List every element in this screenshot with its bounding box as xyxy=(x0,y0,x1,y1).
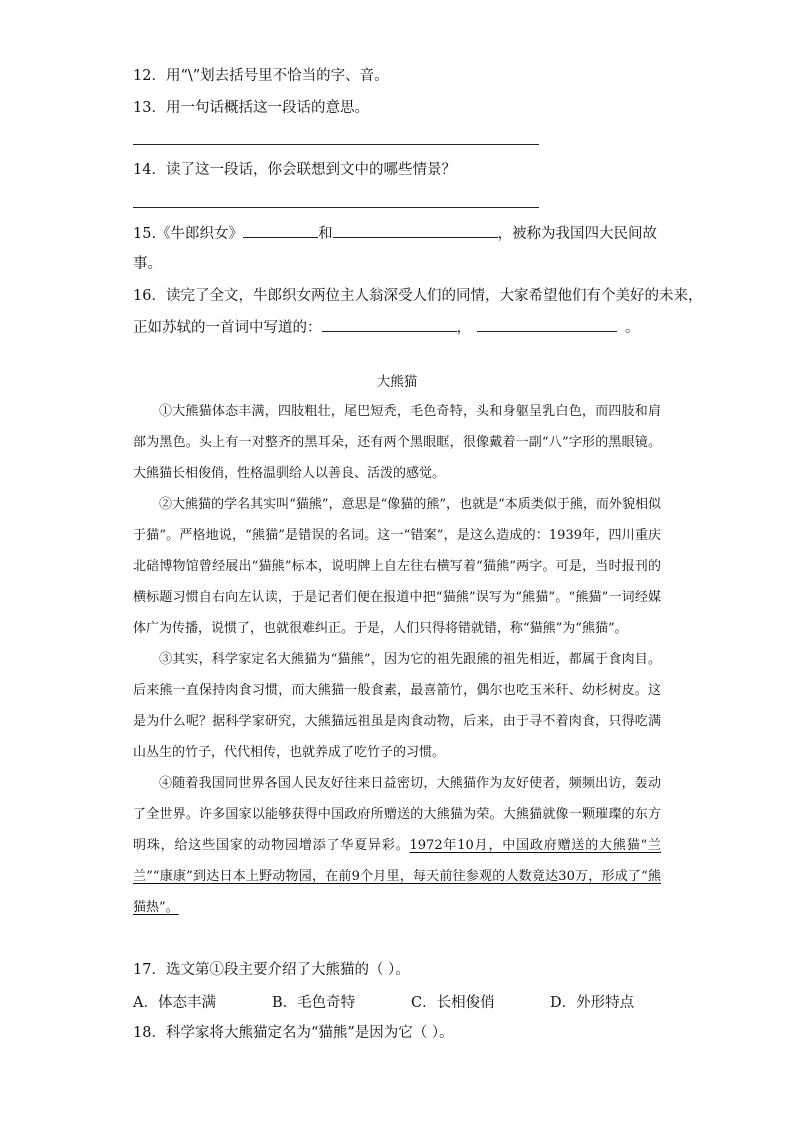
question-16-comma: ， xyxy=(456,320,471,336)
answer-blank-16b[interactable] xyxy=(477,317,617,332)
paragraph-1: ①大熊猫体态丰满，四肢粗壮，尾巴短秃，毛色奇特，头和身躯呈乳白色，而四肢和肩部为黑色。头上有一对整齐的黑耳朵，还有两个黑眼眶，很像戴着一副“八”字形的黑眼镜。大熊猫长相俊俏，性格温驯给人以善良、活泼的感觉。 xyxy=(133,404,661,481)
question-12: 12．用“\”划去括号里不恰当的字、音。 xyxy=(133,68,389,84)
question-15-and: 和 xyxy=(318,226,333,242)
article-body xyxy=(133,396,661,923)
article-title: 大熊猫 xyxy=(376,374,418,390)
question-13: 13．用一句话概括这一段话的意思。 xyxy=(133,100,369,116)
option-d[interactable]: D．外形特点 xyxy=(550,995,635,1011)
answer-blank-15a[interactable] xyxy=(243,223,318,238)
paragraph-4 xyxy=(133,768,661,923)
question-17: 17．选文第①段主要介绍了大熊猫的（ ）。 xyxy=(133,962,410,978)
question-17-options xyxy=(133,991,634,1012)
answer-blank-16a[interactable] xyxy=(322,317,457,332)
answer-blank-15b[interactable] xyxy=(333,223,498,238)
paragraph-2: ②大熊猫的学名其实叫“猫熊”，意思是“像猫的熊”，也就是“本质类似于熊，而外貌相似于猫”。严格地说，“熊猫”是错误的名词。这一“错案”，是这么造成的：1939年，四川重庆北碚博物馆曾经展出“猫熊”标本，说明牌上自左往右横写着“猫熊”两字。可是，当时报刊的横标题习惯自右向左认读，于是记者们便在报道中把“猫熊”误写为“熊猫”。“熊猫”一词经媒体广为传播，说惯了，也就很难纠正。于是，人们只得将错就错，称“猫熊”为“熊猫”。 xyxy=(133,497,661,636)
question-15 xyxy=(133,223,657,244)
question-16-cont xyxy=(133,317,640,338)
question-16-period: 。 xyxy=(625,320,640,336)
option-b[interactable]: B．毛色奇特 xyxy=(272,995,356,1011)
question-16: 16．读完了全文，牛郎织女两位主人翁深受人们的同情，大家希望他们有个美好的未来， xyxy=(133,288,703,304)
answer-line-14[interactable] xyxy=(133,207,539,208)
question-16-lead: 正如苏轼的一首词中写道的： xyxy=(133,320,322,336)
answer-line-13[interactable] xyxy=(133,144,539,145)
question-15-title: 15.《牛郎织女》 xyxy=(133,226,244,242)
question-15-tail: ，被称为我国四大民间故 xyxy=(497,226,658,242)
option-a[interactable]: A．体态丰满 xyxy=(133,995,216,1011)
question-14: 14．读了这一段话，你会联想到文中的哪些情景？ xyxy=(133,162,456,178)
question-15-end: 事。 xyxy=(133,256,162,272)
question-18: 18．科学家将大熊猫定名为“猫熊”是因为它（ ）。 xyxy=(133,1025,454,1041)
paragraph-4-text: ④随着我国同世界各国人民友好往来日益密切，大熊猫作为友好使者，频频出访，轰动了全世界。许多国家以能够获得中国政府所赠送的大熊猫为荣。大熊猫就像一颗璀璨的东方明珠，给这些国家的动物园增添了华夏异彩。 xyxy=(133,776,661,853)
paragraph-3: ③其实，科学家定名大熊猫为“猫熊”，因为它的祖先跟熊的祖先相近，都属于食肉目。后来熊一直保持肉食习惯，而大熊猫一般食素，最喜箭竹，偶尔也吃玉米秆、幼杉树皮。这是为什么呢？据科学家研究，大熊猫远祖虽是肉食动物，后来，由于寻不着肉食，只得吃满山丛生的竹子，代代相传，也就养成了吃竹子的习惯。 xyxy=(133,652,661,760)
paragraph-4-underlined: 1972年10月，中国政府赠送的大熊猫“兰兰”“康康”到达日本上野动物园，在前9个月里，每天前往参观的人数竟达30万，形成了“熊猫热”。 xyxy=(133,838,661,915)
option-c[interactable]: C．长相俊俏 xyxy=(411,995,495,1011)
